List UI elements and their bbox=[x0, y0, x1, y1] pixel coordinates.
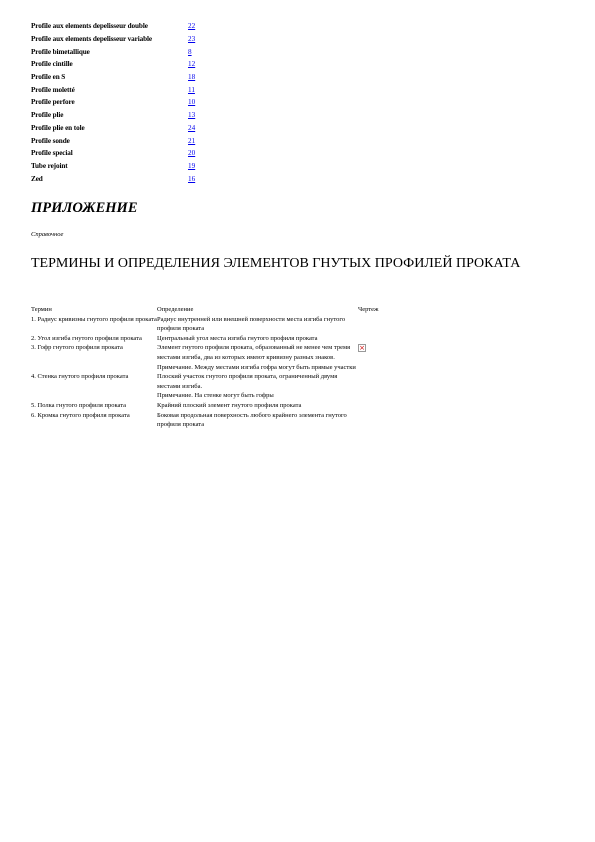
index-row bbox=[31, 45, 231, 58]
section-title: ТЕРМИНЫ И ОПРЕДЕЛЕНИЯ ЭЛЕМЕНТОВ ГНУТЫХ ПРОФИЛЕЙ ПРОКАТА bbox=[31, 256, 521, 271]
drawing-cell bbox=[358, 372, 418, 401]
index-row bbox=[31, 71, 231, 84]
index-page-link[interactable]: 19 bbox=[188, 161, 196, 170]
index-term: Profile cintille bbox=[31, 60, 73, 69]
table-row bbox=[31, 411, 418, 430]
column-header-definition: Определение bbox=[157, 306, 194, 313]
index-term: Profile perfore bbox=[31, 98, 75, 107]
table-row bbox=[31, 315, 418, 334]
index-term: Profile aux elements depelisseur double bbox=[31, 22, 148, 31]
terms-table bbox=[31, 305, 418, 430]
table-header-row bbox=[31, 305, 418, 315]
term-cell: 3. Гофр гнутого профиля проката bbox=[31, 344, 123, 352]
index-page-link[interactable]: 20 bbox=[188, 149, 196, 158]
definition-cell: Крайний плоский элемент гнутого профиля проката bbox=[157, 401, 302, 409]
index-row bbox=[31, 58, 231, 71]
index-term: Profile aux elements depelisseur variable bbox=[31, 35, 153, 44]
index-page-link[interactable]: 11 bbox=[188, 85, 195, 94]
index-term: Profile en S bbox=[31, 73, 66, 82]
index-row bbox=[31, 122, 231, 135]
definition-cell bbox=[157, 372, 358, 401]
index-term: Profile sonde bbox=[31, 136, 70, 145]
table-row bbox=[31, 343, 418, 372]
index-row bbox=[31, 172, 231, 185]
term-cell: 2. Угол изгиба гнутого профиля проката bbox=[31, 334, 142, 342]
index-page-link[interactable]: 8 bbox=[188, 47, 192, 56]
term-cell: 4. Стенка гнутого профиля проката bbox=[31, 373, 129, 381]
index-page-link[interactable]: 23 bbox=[188, 35, 196, 44]
alphabetical-index bbox=[31, 20, 231, 185]
drawing-cell bbox=[358, 343, 418, 372]
index-row bbox=[31, 33, 231, 46]
index-page-link[interactable]: 18 bbox=[188, 73, 196, 82]
index-term: Profile special bbox=[31, 149, 73, 158]
index-row bbox=[31, 83, 231, 96]
definition-cell: Радиус внутренней или внешней поверхности места изгиба гнутого профиля проката bbox=[157, 315, 346, 333]
index-page-link[interactable]: 21 bbox=[188, 136, 196, 145]
drawing-cell bbox=[358, 401, 418, 411]
index-term: Profile plie bbox=[31, 111, 64, 120]
index-page-link[interactable]: 22 bbox=[188, 22, 196, 31]
term-cell: 6. Кромка гнутого профиля проката bbox=[31, 411, 130, 419]
definition-cell: Боковая продольная поверхность любого крайнего элемента гнутого профиля проката bbox=[157, 411, 347, 429]
index-row bbox=[31, 20, 231, 33]
index-term: Tube rejoint bbox=[31, 161, 68, 170]
table-row bbox=[31, 372, 418, 401]
index-page-link[interactable]: 24 bbox=[188, 123, 196, 132]
drawing-cell bbox=[358, 315, 418, 334]
column-header-term: Термин bbox=[31, 306, 52, 313]
index-page-link[interactable]: 16 bbox=[188, 174, 196, 183]
appendix-heading: ПРИЛОЖЕНИЕ bbox=[31, 200, 138, 216]
term-cell: 5. Полка гнутого профиля проката bbox=[31, 401, 127, 409]
definition-text: Элемент гнутого профиля проката, образованный не менее чем тремя местами изгиба, два из которых имеют кривизну разных знаков. Примечание. Между местами изгиба гофра могут быть прямые участки bbox=[157, 344, 356, 371]
term-cell: 1. Радиус кривизны гнутого профиля проката bbox=[31, 315, 157, 323]
definition-text: Плоский участок гнутого профиля проката, ограниченный двумя местами изгиба. Примечание. На стенке могут быть гофры bbox=[157, 373, 338, 400]
table-row bbox=[31, 401, 418, 411]
index-term: Profile bimetallique bbox=[31, 47, 90, 56]
definition-cell: Центральный угол места изгиба гнутого профиля проката bbox=[157, 334, 318, 342]
index-row bbox=[31, 96, 231, 109]
index-page-link[interactable]: 12 bbox=[188, 60, 196, 69]
index-term: Zed bbox=[31, 174, 43, 183]
index-row bbox=[31, 134, 231, 147]
reference-note: Справочное bbox=[31, 231, 64, 238]
definition-cell bbox=[157, 343, 358, 372]
index-term: Profile moletté bbox=[31, 85, 75, 94]
index-row bbox=[31, 109, 231, 122]
table-row bbox=[31, 334, 418, 344]
column-header-drawing: Чертеж bbox=[358, 306, 379, 313]
index-term: Profile plie en tole bbox=[31, 123, 85, 132]
broken-image-icon bbox=[358, 344, 366, 352]
index-row bbox=[31, 160, 231, 173]
drawing-cell bbox=[358, 334, 418, 344]
index-page-link[interactable]: 10 bbox=[188, 98, 196, 107]
index-page-link[interactable]: 13 bbox=[188, 111, 196, 120]
index-row bbox=[31, 147, 231, 160]
drawing-cell bbox=[358, 411, 418, 430]
